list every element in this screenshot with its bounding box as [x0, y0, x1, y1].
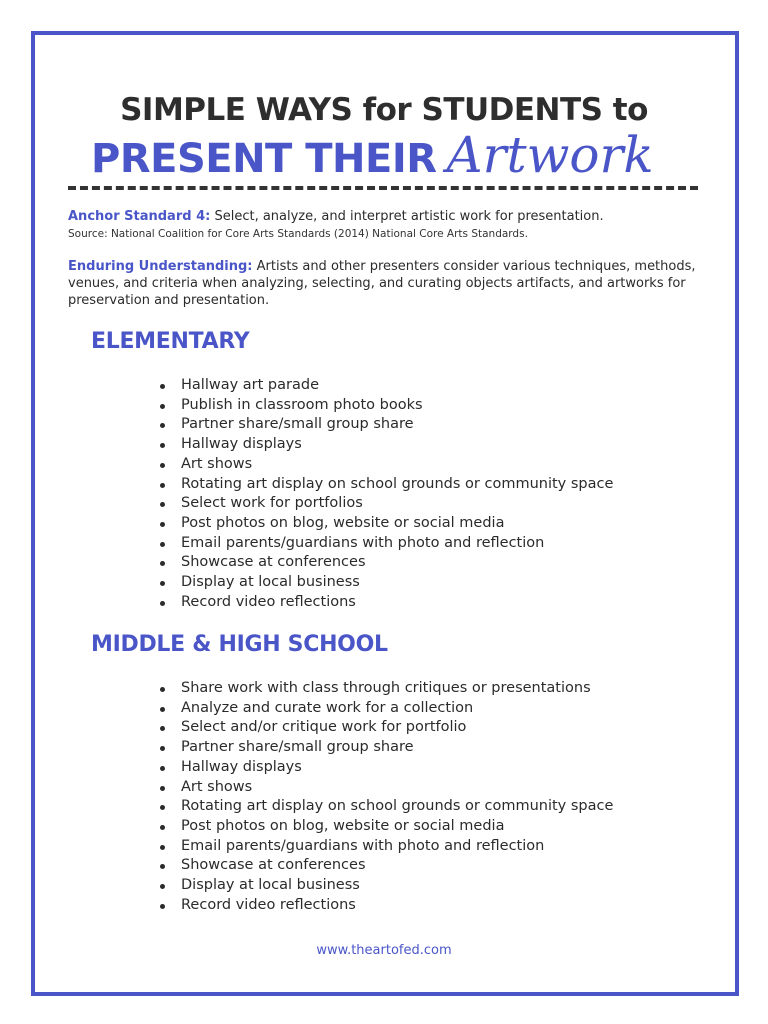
enduring-understanding-label: Enduring Understanding: [68, 259, 253, 274]
list-item: Share work with class through critiques or presentations [160, 679, 613, 699]
list-item: Record video reflections [160, 896, 613, 916]
list-item: Display at local business [160, 573, 613, 593]
website-link[interactable]: www.theartofed.com [316, 943, 452, 958]
list-item: Analyze and curate work for a collection [160, 699, 613, 719]
list-item: Select and/or critique work for portfolio [160, 718, 613, 738]
list-item: Hallway displays [160, 435, 613, 455]
section-heading-elementary: ELEMENTARY [91, 329, 250, 354]
list-item: Hallway art parade [160, 376, 613, 396]
title-present-their: PRESENT THEIR [91, 136, 437, 182]
title-line-1: SIMPLE WAYS for STUDENTS to [120, 92, 648, 128]
list-item: Email parents/guardians with photo and reflection [160, 837, 613, 857]
list-item: Select work for portfolios [160, 494, 613, 514]
list-item: Partner share/small group share [160, 415, 613, 435]
list-item: Display at local business [160, 876, 613, 896]
list-item: Rotating art display on school grounds or community space [160, 797, 613, 817]
list-item: Post photos on blog, website or social media [160, 817, 613, 837]
anchor-standard-text: Select, analyze, and interpret artistic work for presentation. [210, 209, 604, 224]
list-item: Hallway displays [160, 758, 613, 778]
middle-high-list [160, 679, 613, 915]
list-item: Art shows [160, 455, 613, 475]
title-script-word: Artwork [446, 126, 654, 184]
elementary-list [160, 376, 613, 612]
list-item: Record video reflections [160, 593, 613, 613]
list-item: Publish in classroom photo books [160, 396, 613, 416]
enduring-understanding-text: Artists and other presenters consider various techniques, methods, venues, and criteria when analyzing, selecting, and curating objects artifacts, and artworks for preservation and presentation. [68, 259, 696, 308]
enduring-understanding [68, 258, 708, 309]
anchor-standard [68, 208, 708, 242]
section-heading-middle-high: MIDDLE & HIGH SCHOOL [91, 632, 388, 657]
list-item: Post photos on blog, website or social media [160, 514, 613, 534]
list-item: Partner share/small group share [160, 738, 613, 758]
list-item: Showcase at conferences [160, 856, 613, 876]
list-item: Showcase at conferences [160, 553, 613, 573]
anchor-standard-label: Anchor Standard 4: [68, 209, 211, 224]
title-line-2 [91, 126, 654, 184]
list-item: Rotating art display on school grounds or community space [160, 475, 613, 495]
list-item: Art shows [160, 778, 613, 798]
list-item: Email parents/guardians with photo and reflection [160, 534, 613, 554]
dashed-divider [68, 186, 698, 190]
source-citation: Source: National Coalition for Core Arts Standards (2014) National Core Arts Standards. [68, 228, 528, 240]
